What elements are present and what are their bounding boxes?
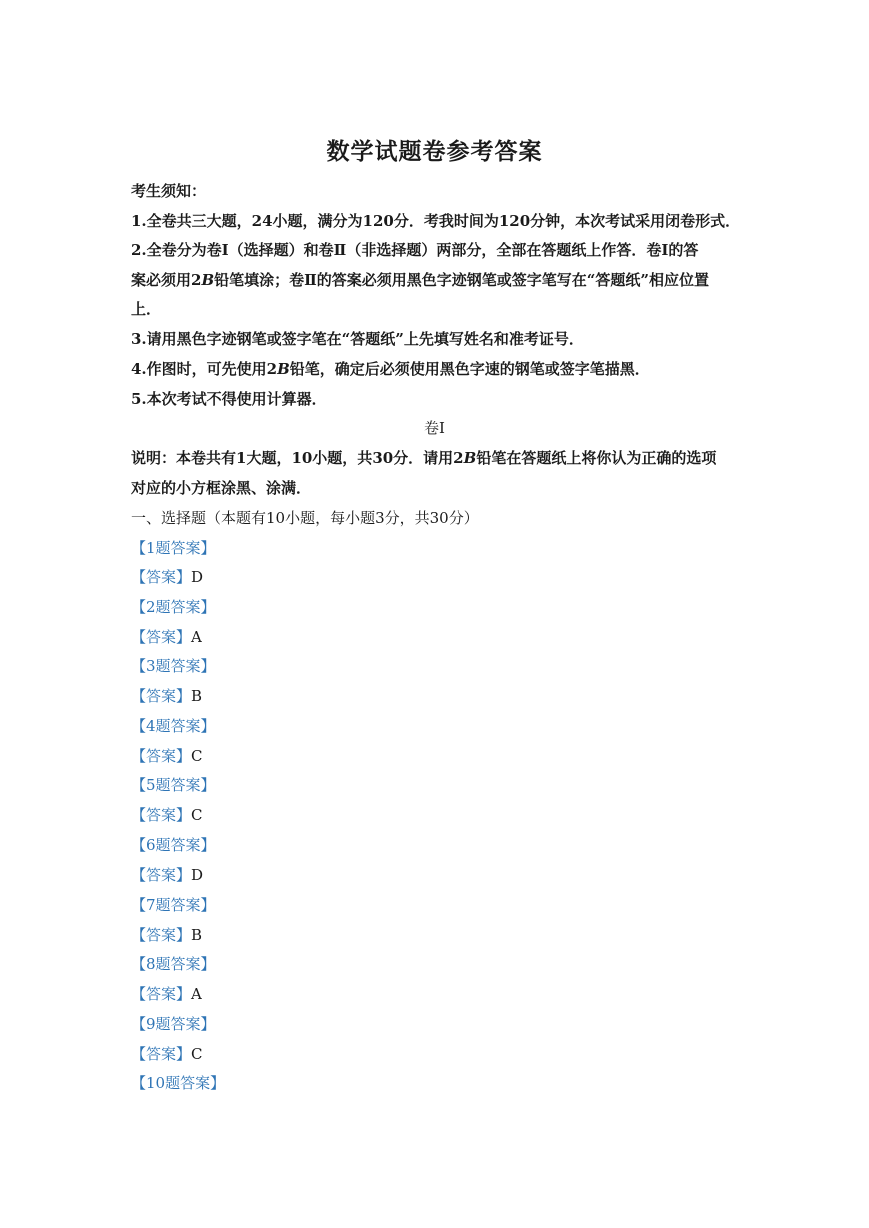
question-label: 【8题答案】 bbox=[131, 955, 216, 973]
notice-item-4-post: 铅笔，确定后必须使用黑色字速的钢笔或签字笔描黑． bbox=[289, 360, 650, 378]
notice-item-4-pre: 4.作图时，可先使用2 bbox=[131, 360, 278, 378]
notice-item-2b bbox=[131, 270, 709, 290]
section-desc-pre: 说明：本卷共有1大题，10小题，共30分．请用2 bbox=[131, 449, 464, 467]
answer-value: C bbox=[191, 806, 203, 824]
question-label: 【9题答案】 bbox=[131, 1015, 216, 1033]
answer-label: 【答案】 bbox=[131, 628, 192, 646]
answer-line bbox=[131, 984, 202, 1004]
answer-label: 【答案】 bbox=[131, 1045, 192, 1063]
answer-label: 【答案】 bbox=[131, 926, 192, 944]
notice-item-1: 1.全卷共三大题，24小题，满分为120分．考我时间为120分钟，本次考试采用闭卷形式． bbox=[131, 212, 741, 230]
notice-item-2b-pre: 案必须用2 bbox=[131, 271, 202, 289]
question-label: 【6题答案】 bbox=[131, 836, 216, 854]
section-description-b: 对应的小方框涂黑、涂满． bbox=[131, 479, 312, 497]
answer-value: A bbox=[191, 628, 202, 646]
answer-line bbox=[131, 567, 203, 587]
answer-value: A bbox=[191, 985, 202, 1003]
answer-label: 【答案】 bbox=[131, 568, 192, 586]
section-description-a bbox=[131, 448, 716, 468]
answer-label: 【答案】 bbox=[131, 747, 192, 765]
question-label: 【3题答案】 bbox=[131, 657, 216, 675]
section-desc-italic: B bbox=[463, 449, 477, 467]
answer-value: C bbox=[191, 1045, 203, 1063]
answer-value: B bbox=[191, 926, 203, 944]
notice-item-5: 5.本次考试不得使用计算器． bbox=[131, 390, 327, 408]
answer-line bbox=[131, 627, 202, 647]
question-label: 【10题答案】 bbox=[131, 1074, 226, 1092]
answer-label: 【答案】 bbox=[131, 806, 192, 824]
notice-heading: 考生须知： bbox=[131, 182, 207, 200]
notice-item-4 bbox=[131, 359, 650, 379]
answer-line bbox=[131, 746, 203, 766]
answer-value: C bbox=[191, 747, 203, 765]
question-label: 【1题答案】 bbox=[131, 539, 216, 557]
answer-line bbox=[131, 686, 202, 706]
notice-item-2c: 上． bbox=[131, 300, 162, 318]
notice-item-4-italic: B bbox=[277, 360, 290, 378]
notice-item-3: 3.请用黑色字迹钢笔或签字笔在“答题纸”上先填写姓名和准考证号． bbox=[131, 330, 584, 348]
question-label: 【5题答案】 bbox=[131, 776, 216, 794]
answer-value: D bbox=[191, 568, 204, 586]
answer-label: 【答案】 bbox=[131, 985, 192, 1003]
answer-value: B bbox=[191, 687, 203, 705]
notice-item-2b-italic: B bbox=[201, 271, 215, 289]
section-desc-post: 铅笔在答题纸上将你认为正确的选项 bbox=[476, 449, 717, 467]
notice-item-2b-post: 铅笔填涂；卷Ⅱ的答案必须用黑色字迹钢笔或签字笔写在“答题纸”相应位置 bbox=[214, 271, 710, 289]
question-label: 【2题答案】 bbox=[131, 598, 216, 616]
question-label: 【7题答案】 bbox=[131, 896, 216, 914]
answer-label: 【答案】 bbox=[131, 687, 192, 705]
answer-line bbox=[131, 865, 203, 885]
answer-line bbox=[131, 1044, 203, 1064]
answer-line bbox=[131, 805, 203, 825]
part-heading: 一、选择题（本题有10小题，每小题3分，共30分） bbox=[131, 509, 479, 527]
page-title: 数学试题卷参考答案 bbox=[326, 138, 543, 165]
answer-value: D bbox=[191, 866, 204, 884]
section-heading: 卷Ⅰ bbox=[424, 419, 445, 437]
answer-label: 【答案】 bbox=[131, 866, 192, 884]
question-label: 【4题答案】 bbox=[131, 717, 216, 735]
notice-item-2a: 2.全卷分为卷Ⅰ（选择题）和卷Ⅱ（非选择题）两部分，全部在答题纸上作答．卷Ⅰ的答 bbox=[131, 241, 699, 259]
answer-line bbox=[131, 925, 202, 945]
